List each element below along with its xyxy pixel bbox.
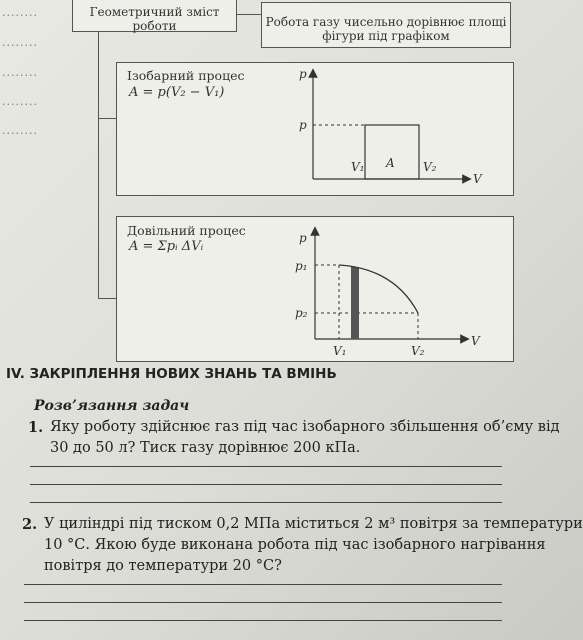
task-2-number: 2. [22, 516, 38, 533]
margin-dots-5: ........ [2, 124, 38, 137]
task-2-line-3: повітря до температури 20 °С? [44, 558, 282, 574]
arbitrary-x-axis-label: V [471, 334, 480, 348]
task-2 [22, 514, 583, 577]
geometric-meaning-line2: роботи [132, 19, 177, 33]
isobaric-formula: A = p(V₂ − V₁) [129, 85, 225, 100]
task-1-line-2: 30 до 50 л? Тиск газу дорівнює 200 кПа. [50, 440, 361, 456]
arbitrary-graph [285, 217, 515, 363]
work-area-line1: Робота газу чисельно дорівнює площі [265, 15, 507, 29]
problem-solving-subheading: Розв’язання задач [34, 398, 190, 414]
arbitrary-v2-label: V₂ [411, 344, 425, 358]
arbitrary-formula: A = Σpᵢ ΔVᵢ [129, 239, 204, 254]
connector-to-arbitrary [98, 298, 116, 299]
arbitrary-curve [339, 265, 418, 313]
margin-dots-4: ........ [2, 95, 38, 108]
isobaric-p-label: p [299, 118, 307, 132]
task-2-line-1: У циліндрі під тиском 0,2 МПа міститься 2 м³ повітря за температури [44, 516, 583, 532]
isobaric-area-label: A [386, 156, 395, 170]
isobaric-v2-label: V₂ [423, 160, 437, 174]
isobaric-v1-label: V₁ [351, 160, 365, 174]
task-2-answer-line-1[interactable] [24, 584, 502, 585]
geometric-meaning-box [72, 0, 237, 32]
connector-vertical [98, 30, 99, 298]
isobaric-graph [287, 63, 515, 197]
task-1-answer-line-3[interactable] [30, 502, 502, 503]
task-1-answer-line-1[interactable] [30, 466, 502, 467]
margin-dots-2: ........ [2, 36, 38, 49]
margin-dots-3: ........ [2, 66, 38, 79]
arbitrary-title: Довільний процес [127, 223, 246, 238]
task-1-line-1: Яку роботу здійснює газ під час ізобарного збільшення об’єму від [50, 419, 560, 435]
isobaric-work-area [365, 125, 419, 179]
section-heading: IV. ЗАКРІПЛЕННЯ НОВИХ ЗНАНЬ ТА ВМІНЬ [6, 366, 337, 382]
task-1-answer-line-2[interactable] [30, 484, 502, 485]
connector-to-isobaric [98, 118, 116, 119]
arbitrary-strip [351, 267, 359, 339]
margin-dots-1: ........ [2, 6, 38, 19]
isobaric-y-axis-label: p [299, 67, 307, 81]
arbitrary-p2-label: p₂ [295, 306, 308, 320]
task-2-line-2: 10 °С. Якою буде виконана робота під час ізобарного нагрівання [44, 537, 546, 553]
task-1 [28, 417, 560, 459]
arbitrary-process-box [116, 216, 514, 362]
connector-top [237, 14, 261, 15]
task-2-answer-line-2[interactable] [24, 602, 502, 603]
arbitrary-p1-label: p₁ [295, 259, 308, 273]
work-area-box [261, 2, 511, 48]
isobaric-title: Ізобарний процес [127, 68, 245, 83]
arbitrary-v1-label: V₁ [333, 344, 347, 358]
isobaric-x-axis-label: V [473, 172, 482, 186]
work-area-line2: фігури під графіком [322, 29, 450, 43]
arbitrary-y-axis-label: p [299, 231, 307, 245]
geometric-meaning-line1: Геометричний зміст [89, 5, 220, 19]
task-1-number: 1. [28, 419, 44, 436]
task-2-answer-line-3[interactable] [24, 620, 502, 621]
isobaric-process-box [116, 62, 514, 196]
